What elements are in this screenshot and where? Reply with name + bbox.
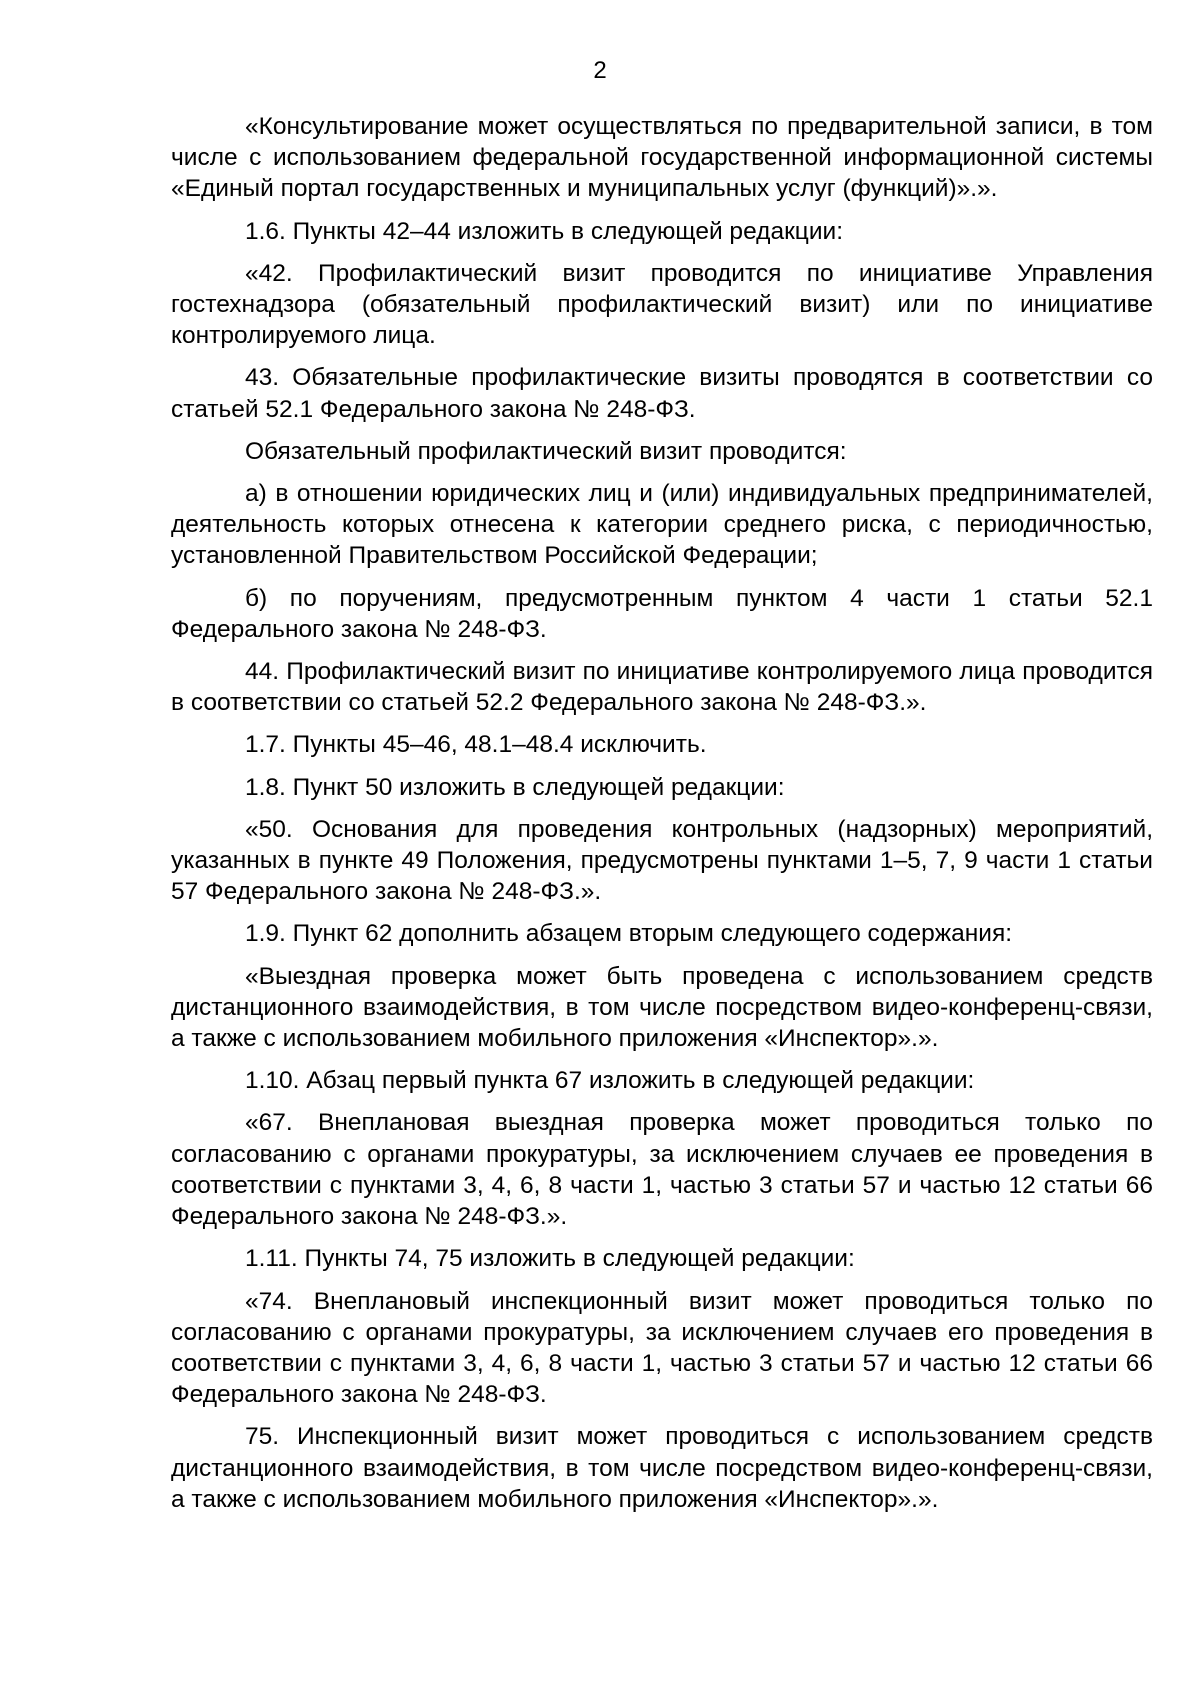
paragraph-mandatory-visit-intro: Обязательный профилактический визит проводится: [245, 437, 847, 465]
paragraph-point-50: «50. Основания для проведения контрольных (надзорных) мероприятий, указанных в пункте 49 Положения, предусмотрены пунктами 1–5, 7, 9 части 1 статьи 57 Федерального закона № 248-ФЗ.». [171, 815, 1153, 906]
paragraph-point-44: 44. Профилактический визит по инициативе контролируемого лица проводится в соответствии со статьей 52.2 Федерального закона № 248-ФЗ.». [171, 658, 1153, 717]
paragraph-subpoint-a: а) в отношении юридических лиц и (или) индивидуальных предпринимателей, деятельность которых отнесена к категории среднего риска, с периодичностью, установленной Правительством Российской Федерации; [171, 480, 1153, 570]
paragraph-field-inspection-remote: «Выездная проверка может быть проведена с использованием средств дистанционного взаимодействия, в том числе посредством видео-конференц-связи, а также с использованием мобильного приложения «Инспектор».». [171, 962, 1153, 1053]
paragraph-point-42: «42. Профилактический визит проводится по инициативе Управления гостехнадзора (обязательный профилактический визит) или по инициативе контролируемого лица. [171, 259, 1153, 350]
paragraph-point-75: 75. Инспекционный визит может проводиться с использованием средств дистанционного взаимодействия, в том числе посредством видео-конференц-связи, а также с использованием мобильного приложения «Инспектор».». [171, 1423, 1153, 1513]
paragraph-point-67: «67. Внеплановая выездная проверка может проводиться только по согласованию с органами прокуратуры, за исключением случаев ее проведения в соответствии с пунктами 3, 4, 6, 8 части 1, частью 3 статьи 57 и частью 12 статьи 66 Федерального закона № 248-ФЗ.». [171, 1109, 1153, 1231]
paragraph-item-1-7: 1.7. Пункты 45–46, 48.1–48.4 исключить. [245, 731, 707, 759]
paragraph-item-1-10: 1.10. Абзац первый пункта 67 изложить в следующей редакции: [245, 1067, 975, 1095]
paragraph-consultation-note: «Консультирование может осуществляться по предварительной записи, в том числе с использованием федеральной государственной информационной системы «Единый портал государственных и муниципальных услуг (функций)».». [171, 113, 1153, 203]
paragraph-item-1-11: 1.11. Пункты 74, 75 изложить в следующей редакции: [245, 1245, 855, 1273]
paragraph-subpoint-b: б) по поручениям, предусмотренным пунктом 4 части 1 статьи 52.1 Федерального закона № 248-ФЗ. [171, 584, 1153, 643]
document-body [171, 111, 1153, 1526]
paragraph-item-1-6: 1.6. Пункты 42–44 изложить в следующей редакции: [245, 217, 844, 245]
paragraph-point-74: «74. Внеплановый инспекционный визит может проводиться только по согласованию с органами прокуратуры, за исключением случаев его проведения в соответствии с пунктами 3, 4, 6, 8 части 1, частью 3 статьи 57 и частью 12 статьи 66 Федерального закона № 248-ФЗ. [171, 1287, 1153, 1409]
paragraph-item-1-9: 1.9. Пункт 62 дополнить абзацем вторым следующего содержания: [245, 920, 1013, 948]
paragraph-point-43: 43. Обязательные профилактические визиты проводятся в соответствии со статьей 52.1 Федерального закона № 248-ФЗ. [171, 364, 1153, 423]
page-number: 2 [593, 57, 607, 84]
paragraph-item-1-8: 1.8. Пункт 50 изложить в следующей редакции: [245, 773, 785, 801]
